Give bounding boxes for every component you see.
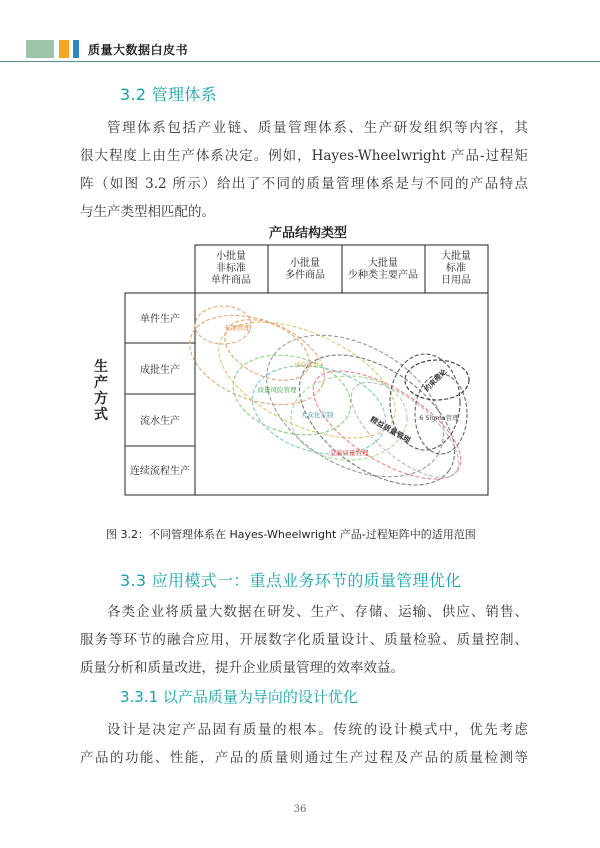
paragraph-line: 与生产类型相匹配的。 [80, 204, 215, 220]
paragraph-line: 服务等环节的融合应用，开展数字化质量设计、质量检验、质量控制、 [80, 632, 528, 648]
column-header-3: 大批量少种类主要产品 [348, 258, 418, 281]
label-special-management: 专项管理 [224, 324, 250, 332]
figure-row-title [94, 358, 108, 423]
label-tqm: 全面质量管理 [329, 449, 369, 457]
page-header [0, 40, 600, 66]
paragraph-line: 产品的功能、性能，产品的质量则通过生产过程及产品的质量检测等 [80, 750, 528, 766]
row-header-1: 单件生产 [140, 314, 180, 325]
column-header-1: 小批量非标准单件商品 [211, 251, 251, 286]
header-divider [0, 61, 600, 62]
label-mass-customization: 大众化定制 [300, 411, 334, 419]
page-number: 36 [293, 804, 307, 815]
header-title: 质量大数据白皮书 [88, 43, 189, 57]
section-3-3-heading: 3.3 应用模式一：重点业务环节的质量管理优化 [120, 571, 462, 590]
label-iso: ISO体系 [294, 361, 320, 369]
paragraph-line: 管理体系包括产业链、质量管理体系、生产研发组织等内容，其 [107, 120, 528, 136]
svg-text:产: 产 [94, 375, 108, 391]
row-header-2: 成批生产 [140, 365, 180, 376]
section-3-2-heading: 3.2 管理体系 [120, 85, 217, 104]
column-header-2: 小批量多件商品 [285, 258, 325, 281]
row-header-3: 流水生产 [140, 416, 180, 427]
header-color-block-orange [59, 40, 69, 58]
header-color-block-green [26, 40, 54, 58]
svg-text:方: 方 [94, 391, 108, 407]
svg-text:生: 生 [94, 359, 108, 375]
paragraph-line: 阵（如图 3.2 所示）给出了不同的质量管理体系是与不同的产品特点 [80, 176, 528, 192]
section-3-3-paragraph [80, 598, 528, 682]
paragraph-line: 质量分析和质量改进，提升企业质量管理的效率效益。 [80, 660, 404, 676]
label-theory-of-constraints: 约束理论 [422, 367, 449, 394]
header-color-block-blue [73, 40, 79, 58]
svg-text:式: 式 [94, 407, 108, 423]
column-header-4: 大批量标准日用品 [441, 251, 471, 286]
figure-column-title: 产品结构类型 [268, 226, 348, 241]
label-six-sigma: 6 Sigma管理 [419, 414, 459, 422]
paragraph-line: 设计是决定产品固有质量的根本。传统的设计模式中，优先考虑 [107, 722, 528, 738]
section-3-2-paragraph [80, 114, 528, 226]
paragraph-line: 很大程度上由生产体系决定。例如，Hayes-Wheelwright 产品-过程矩 [80, 148, 528, 164]
section-3-3-1-heading: 3.3.1 以产品质量为导向的设计优化 [120, 688, 358, 706]
label-lean-quality: 精益质量管理 [368, 414, 412, 445]
section-3-3-1-paragraph [80, 716, 528, 772]
paragraph-line: 各类企业将质量大数据在研发、生产、存储、运输、供应、销售、 [107, 604, 528, 620]
figure-caption: 图 3.2：不同管理体系在 Hayes-Wheelwright 产品-过程矩阵中的适用范围 [106, 528, 476, 541]
hayes-wheelwright-matrix-figure [87, 220, 507, 525]
row-header-4: 连续流程生产 [130, 466, 190, 477]
label-risk-management: 质量风险管理 [257, 386, 297, 394]
